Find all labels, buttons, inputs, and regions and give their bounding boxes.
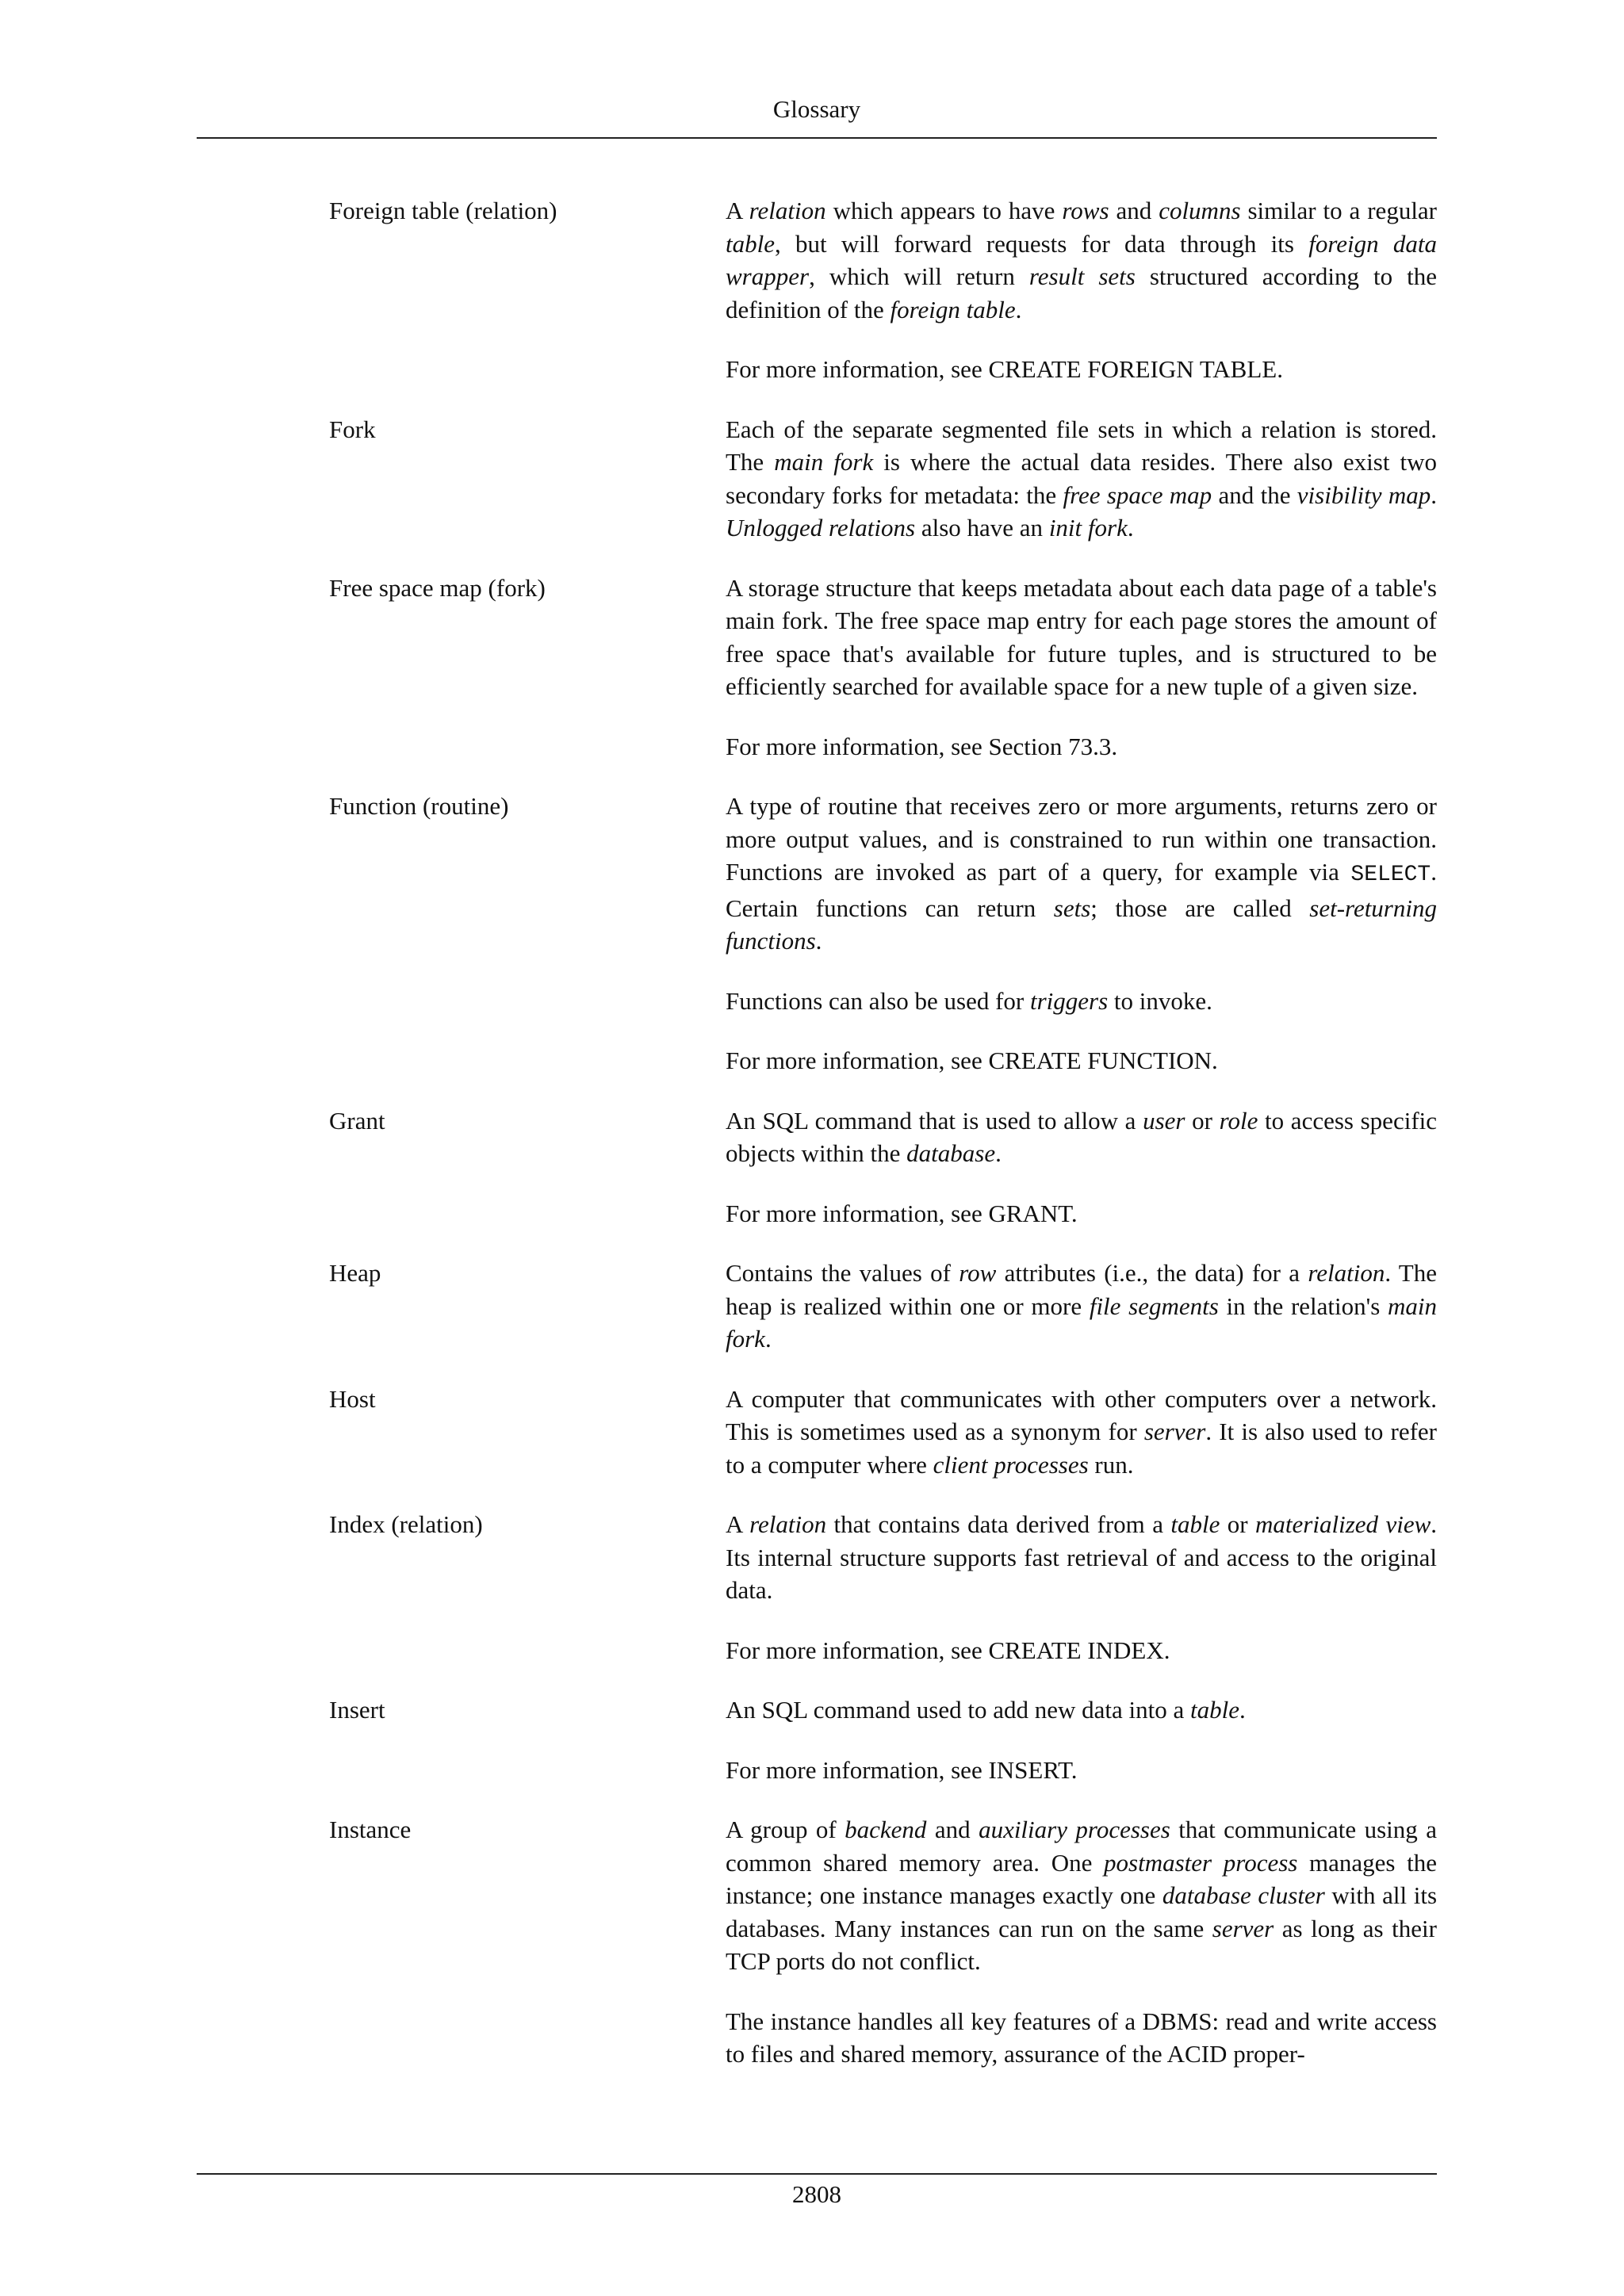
glossary-definition [726, 572, 1437, 790]
glossary-term: Foreign table (relation) [329, 197, 557, 224]
text-run: in the relation's [1218, 1292, 1388, 1320]
glossary-cross-reference: result sets [1028, 262, 1136, 290]
glossary-definition [726, 1383, 1437, 1509]
glossary-definition [726, 194, 1437, 413]
text-run: The instance handles all key features of a DBMS: read and write access to files and shared memory, assurance of the ACID proper- [726, 2007, 1437, 2068]
text-run: A type of routine that receives zero or more arguments, returns zero or more output values, and is constrained to run within one transaction. Functions are invoked as part of a query, for example via [726, 792, 1437, 886]
definition-paragraph [726, 730, 1437, 763]
text-run: ; those are called [1090, 894, 1310, 922]
text-run: attributes (i.e., the data) for a [996, 1259, 1308, 1287]
definition-paragraph [726, 1754, 1437, 1787]
text-run: is where the actual data resides. There also exist two secondary forks for metadata: the [726, 448, 1438, 509]
glossary-cross-reference: client processes [933, 1450, 1089, 1479]
glossary-entry [329, 1257, 1437, 1383]
definition-paragraph [726, 1104, 1437, 1170]
text-run: that contains data derived from a [826, 1510, 1171, 1538]
glossary-term: Heap [329, 1259, 381, 1287]
text-run: structured according to the definition of the [726, 262, 1437, 323]
glossary-cross-reference: server [1143, 1418, 1206, 1445]
header-rule [197, 137, 1437, 139]
text-run: , but will forward requests for data through its [775, 229, 1309, 258]
glossary-list [329, 194, 1437, 2098]
glossary-cross-reference: relation [1308, 1259, 1385, 1287]
definition-paragraph [726, 572, 1437, 703]
glossary-entry [329, 572, 1437, 790]
glossary-definition [726, 1257, 1437, 1383]
text-run: . [1239, 1696, 1246, 1724]
text-run: run. [1088, 1450, 1134, 1479]
glossary-entry [329, 1104, 1437, 1257]
glossary-entry [329, 194, 1437, 413]
glossary-cross-reference: role [1219, 1106, 1258, 1135]
glossary-definition [726, 1508, 1437, 1693]
text-run: A group of [726, 1816, 845, 1843]
glossary-entry [329, 413, 1437, 572]
definition-paragraph [726, 2005, 1437, 2071]
text-run: similar to a regular [1240, 197, 1438, 224]
glossary-cross-reference: relation [749, 1510, 827, 1538]
text-run: A [726, 197, 749, 224]
text-run: . [1015, 295, 1022, 323]
glossary-cross-reference: row [959, 1259, 997, 1287]
glossary-cross-reference: table [1190, 1696, 1240, 1724]
definition-paragraph [726, 1508, 1437, 1607]
glossary-definition [726, 1813, 1437, 2098]
glossary-cross-reference: database [906, 1139, 996, 1167]
glossary-term: Fork [329, 415, 376, 443]
glossary-cross-reference: main fork [774, 448, 874, 476]
definition-paragraph [726, 1634, 1437, 1667]
text-run: For more information, see Section 73.3. [726, 732, 1118, 760]
definition-paragraph [726, 790, 1437, 958]
text-run: . It is also used to refer to a computer where [726, 1418, 1437, 1479]
glossary-entry [329, 1693, 1437, 1813]
text-run: also have an [915, 514, 1049, 541]
text-run: . [1127, 514, 1134, 541]
glossary-cross-reference: postmaster process [1104, 1848, 1298, 1877]
text-run: or [1185, 1106, 1220, 1135]
text-run: and [1109, 197, 1159, 224]
page-header: Glossary [772, 95, 861, 123]
definition-paragraph [726, 1383, 1437, 1482]
text-run: Each of the separate segmented file sets in which a relation is stored. The [726, 415, 1437, 476]
glossary-definition [726, 413, 1437, 572]
definition-paragraph [726, 985, 1437, 1018]
text-run: An SQL command used to add new data into a [726, 1696, 1191, 1724]
text-run: A storage structure that keeps metadata about each data page of a table's main fork. The free space map entry for each page stores the amount of free space that's available for future tuples, and is structured to be efficiently searched for available space for a new tuple of a given size. [726, 573, 1437, 700]
text-run: . [995, 1139, 1002, 1167]
glossary-cross-reference: Unlogged relations [726, 514, 916, 541]
footer-rule [197, 2173, 1437, 2175]
glossary-cross-reference: server [1212, 1914, 1274, 1942]
glossary-cross-reference: user [1143, 1106, 1185, 1135]
text-run: which appears to have [825, 197, 1063, 224]
glossary-cross-reference: free space map [1063, 480, 1212, 509]
text-run: For more information, see CREATE INDEX. [726, 1636, 1170, 1664]
text-run: An SQL command that is used to allow a [726, 1106, 1143, 1135]
glossary-entry [329, 790, 1437, 1104]
code-literal: SELECT [1350, 863, 1431, 887]
definition-paragraph [726, 194, 1437, 326]
glossary-cross-reference: auxiliary processes [979, 1816, 1170, 1843]
definition-paragraph [726, 1813, 1437, 1978]
text-run: Functions can also be used for [726, 986, 1030, 1015]
glossary-cross-reference: relation [749, 197, 826, 224]
glossary-entry [329, 1383, 1437, 1509]
definition-paragraph [726, 1693, 1437, 1727]
glossary-term: Free space map (fork) [329, 573, 546, 602]
glossary-cross-reference: triggers [1029, 986, 1109, 1015]
text-run: with all its databases. Many instances can run on the same [726, 1881, 1438, 1942]
glossary-term: Host [329, 1384, 376, 1413]
glossary-term: Instance [329, 1816, 412, 1843]
glossary-definition [726, 1693, 1437, 1813]
text-run: . [1431, 480, 1438, 509]
glossary-cross-reference: set-returning functions [726, 894, 1437, 955]
glossary-cross-reference: columns [1159, 197, 1241, 224]
glossary-term: Insert [329, 1696, 385, 1724]
text-run: . The heap is realized within one or more [726, 1259, 1437, 1320]
text-run: or [1220, 1510, 1256, 1538]
glossary-cross-reference: visibility map [1297, 480, 1431, 509]
glossary-definition [726, 1104, 1437, 1257]
glossary-cross-reference: materialized view [1255, 1510, 1431, 1538]
definition-paragraph [726, 1197, 1437, 1230]
glossary-term: Function (routine) [329, 792, 509, 820]
glossary-entry [329, 1508, 1437, 1693]
glossary-cross-reference: file segments [1089, 1292, 1219, 1320]
text-run: For more information, see INSERT. [726, 1755, 1078, 1784]
text-run: . Its internal structure supports fast retrieval of and access to the original data. [726, 1510, 1438, 1604]
definition-paragraph [726, 413, 1437, 545]
text-run: as long as their TCP ports do not conflict. [726, 1914, 1437, 1975]
glossary-cross-reference: init fork [1048, 514, 1128, 541]
glossary-cross-reference: table [1170, 1510, 1220, 1538]
text-run: For more information, see GRANT. [726, 1199, 1078, 1227]
glossary-definition [726, 790, 1437, 1104]
text-run: to invoke. [1108, 986, 1212, 1015]
page-number: 2808 [792, 2180, 841, 2208]
definition-paragraph [726, 1044, 1437, 1077]
glossary-cross-reference: table [726, 229, 775, 258]
definition-paragraph [726, 353, 1437, 386]
glossary-cross-reference: foreign data wrapper [726, 229, 1437, 290]
text-run: . [764, 1325, 772, 1353]
text-run: Contains the values of [726, 1259, 959, 1287]
text-run: manages the instance; one instance manages exactly one [726, 1848, 1438, 1909]
text-run: and the [1212, 480, 1297, 509]
text-run: , which will return [809, 262, 1029, 290]
glossary-term: Index (relation) [329, 1510, 483, 1538]
text-run: to access specific objects within the [726, 1106, 1438, 1167]
glossary-cross-reference: foreign table [890, 295, 1016, 323]
text-run: A [726, 1510, 750, 1538]
text-run: A computer that communicates with other computers over a network. This is sometimes used as a synonym for [726, 1384, 1437, 1445]
text-run: and [926, 1816, 979, 1843]
glossary-cross-reference: rows [1062, 197, 1109, 224]
glossary-cross-reference: main fork [726, 1292, 1437, 1353]
glossary-cross-reference: backend [845, 1816, 927, 1843]
text-run: For more information, see CREATE FUNCTION. [726, 1047, 1218, 1074]
definition-paragraph [726, 1257, 1437, 1356]
text-run: . Certain functions can return [726, 858, 1437, 922]
text-run: . [815, 927, 822, 955]
text-run: For more information, see CREATE FOREIGN TABLE. [726, 355, 1283, 383]
glossary-entry [329, 1813, 1437, 2098]
glossary-cross-reference: sets [1053, 894, 1091, 922]
text-run: that communicate using a common shared memory area. One [726, 1816, 1437, 1877]
glossary-term: Grant [329, 1106, 385, 1135]
glossary-cross-reference: database cluster [1162, 1881, 1325, 1909]
